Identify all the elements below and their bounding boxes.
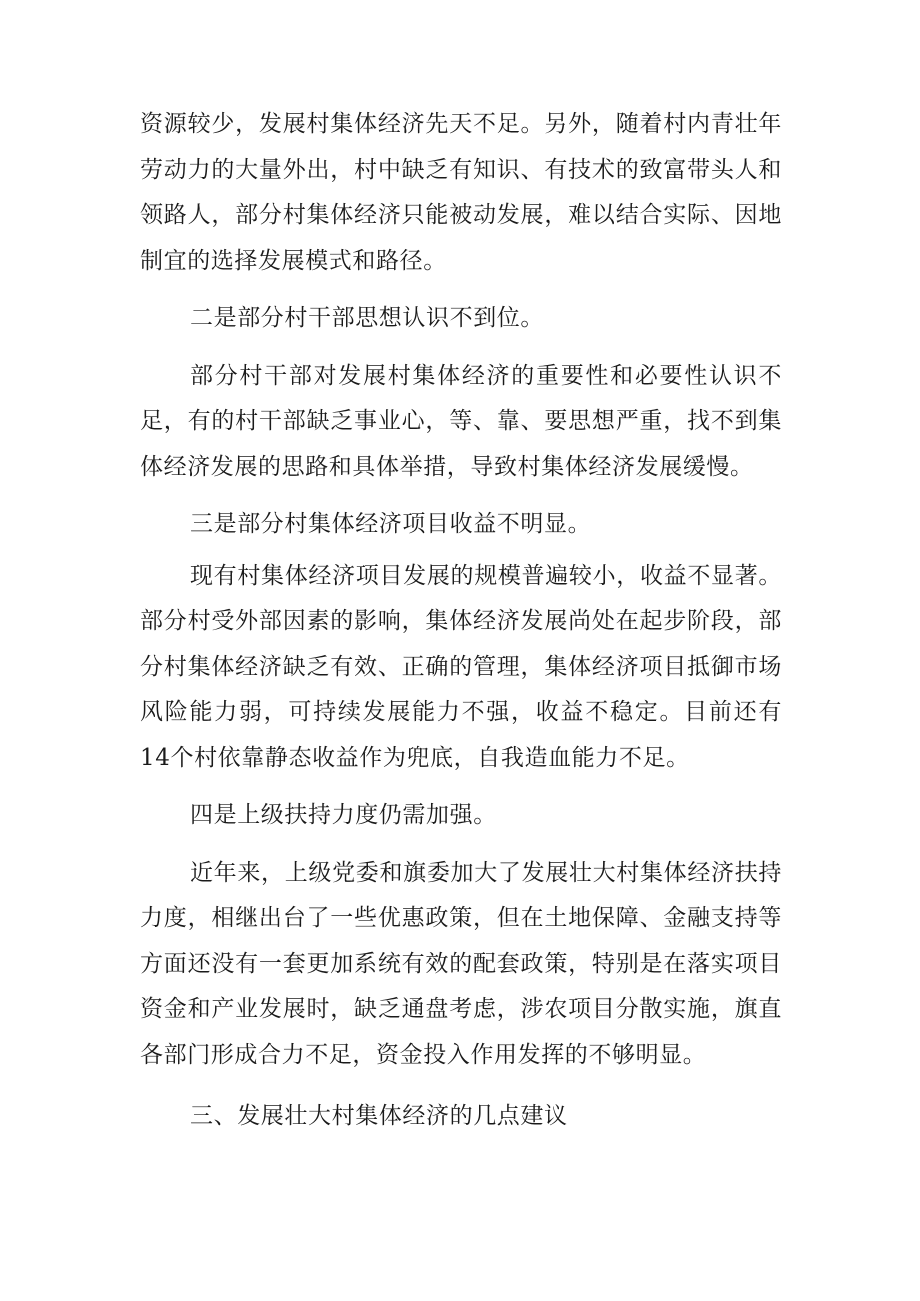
paragraph-continuation: 资源较少，发展村集体经济先天不足。另外，随着村内青壮年劳动力的大量外出，村中缺乏有知识、有技术的致富带头人和领路人，部分村集体经济只能被动发展，难以结合实际、因地制宜的选择发展模式和路径。 xyxy=(140,111,782,274)
subheading-four: 四是上级扶持力度仍需加强。 xyxy=(190,802,497,828)
section-heading-three: 三、发展壮大村集体经济的几点建议 xyxy=(190,1103,568,1129)
paragraph-cadre-awareness: 部分村干部对发展村集体经济的重要性和必要性认识不足，有的村干部缺乏事业心，等、靠、要思想严重，找不到集体经济发展的思路和具体举措，导致村集体经济发展缓慢。 xyxy=(140,362,782,480)
document-body xyxy=(140,102,782,1140)
subheading-three: 三是部分村集体经济项目收益不明显。 xyxy=(190,511,592,537)
subheading-two: 二是部分村干部思想认识不到位。 xyxy=(190,305,544,331)
paragraph-project-returns: 现有村集体经济项目发展的规模普遍较小，收益不显著。部分村受外部因素的影响，集体经济发展尚处在起步阶段，部分村集体经济缺乏有效、正确的管理，集体经济项目抵御市场风险能力弱，可持续发展能力不强，收益不稳定。目前还有14个村依靠静态收益作为兜底，自我造血能力不足。 xyxy=(140,562,782,771)
paragraph-support: 近年来，上级党委和旗委加大了发展壮大村集体经济扶持力度，相继出台了一些优惠政策，但在土地保障、金融支持等方面还没有一套更加系统有效的配套政策，特别是在落实项目资金和产业发展时，缺乏通盘考虑，涉农项目分散实施，旗直各部门形成合力不足，资金投入作用发挥的不够明显。 xyxy=(140,859,782,1068)
